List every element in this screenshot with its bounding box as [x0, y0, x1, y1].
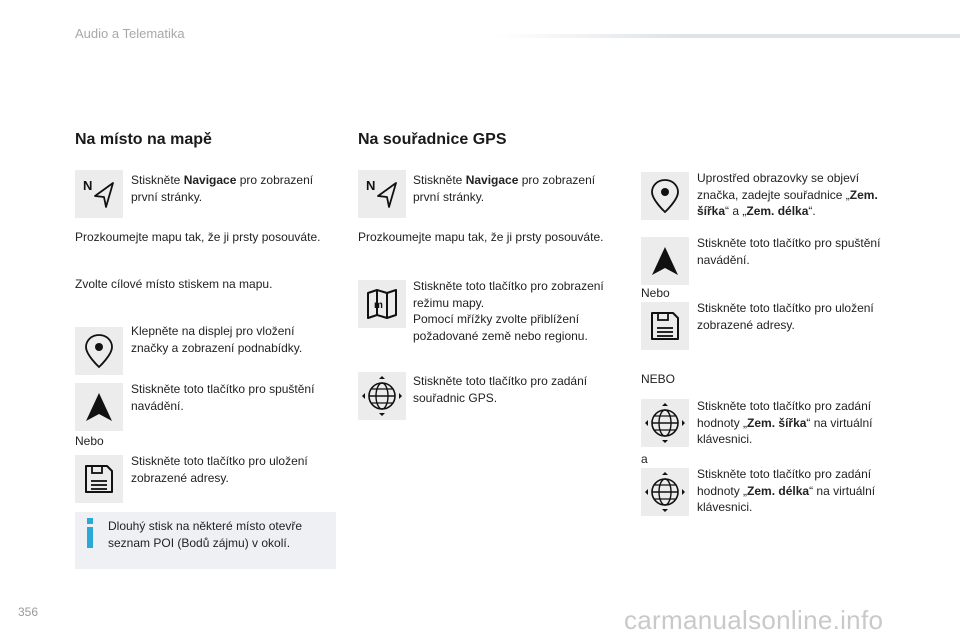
heading-gps-coordinates: Na souřadnice GPS	[358, 131, 507, 148]
map-mode-icon	[358, 280, 406, 328]
gps-globe-icon	[358, 372, 406, 420]
left-step1-text: Stiskněte Navigace pro zobrazení první stránky.	[131, 173, 314, 204]
longitude-globe-icon	[641, 468, 689, 516]
left-para1: Prozkoumejte mapu tak, že ji prsty posouváte.	[75, 230, 321, 244]
navigate-arrow-icon	[75, 383, 123, 431]
right-or-label: Nebo	[641, 286, 670, 300]
svg-text:N: N	[366, 178, 376, 193]
gps-para1: Prozkoumejte mapu tak, že ji prsty posouváte.	[358, 230, 604, 244]
svg-text:m: m	[374, 300, 383, 311]
save-address-icon	[641, 302, 689, 350]
right-and-label: a	[641, 452, 648, 466]
gps-step2-text: Stiskněte toto tlačítko pro zobrazení režimu mapy. Pomocí mřížky zvolte přiblížení požadované země nebo regionu.	[413, 279, 604, 343]
right-step2-text: Stiskněte toto tlačítko pro spuštění navádění.	[697, 236, 881, 267]
latitude-globe-icon	[641, 399, 689, 447]
right-step1-text: Uprostřed obrazovky se objeví značka, zadejte souřadnice „Zem. šířka“ a „Zem. délka“.	[697, 171, 878, 218]
left-step4-text: Stiskněte toto tlačítko pro uložení zobrazené adresy.	[131, 454, 308, 485]
left-para2: Zvolte cílové místo stiskem na mapu.	[75, 277, 273, 291]
right-or-caps-label: NEBO	[641, 372, 676, 386]
navigation-button-icon	[75, 170, 123, 218]
map-pin-icon	[641, 172, 689, 220]
left-step2-text: Klepněte na displej pro vložení značky a zobrazení podnabídky.	[131, 324, 303, 355]
gps-step1-text: Stiskněte Navigace pro zobrazení první stránky.	[413, 173, 596, 204]
header-rule	[495, 34, 960, 38]
page-number: 356	[18, 605, 39, 619]
left-step3-text: Stiskněte toto tlačítko pro spuštění navádění.	[131, 382, 315, 413]
right-step3-text: Stiskněte toto tlačítko pro uložení zobrazené adresy.	[697, 301, 874, 332]
navigate-arrow-icon	[641, 237, 689, 285]
save-address-icon	[75, 455, 123, 503]
map-pin-icon	[75, 327, 123, 375]
info-icon	[86, 518, 94, 548]
right-step5-text: Stiskněte toto tlačítko pro zadání hodnoty „Zem. délka“ na virtuální klávesnici.	[697, 467, 876, 514]
gps-step3-text: Stiskněte toto tlačítko pro zadání souřadnic GPS.	[413, 374, 588, 405]
heading-map-destination: Na místo na mapě	[75, 131, 212, 148]
right-step4-text: Stiskněte toto tlačítko pro zadání hodnoty „Zem. šířka“ na virtuální klávesnici.	[697, 399, 873, 446]
svg-text:N: N	[83, 178, 93, 193]
info-note-text: Dlouhý stisk na některé místo otevře seznam POI (Bodů zájmu) v okolí.	[108, 519, 303, 550]
left-or-label: Nebo	[75, 434, 104, 448]
watermark: carmanualsonline.info	[624, 605, 884, 635]
navigation-button-icon	[358, 170, 406, 218]
section-title: Audio a Telematika	[75, 26, 185, 41]
